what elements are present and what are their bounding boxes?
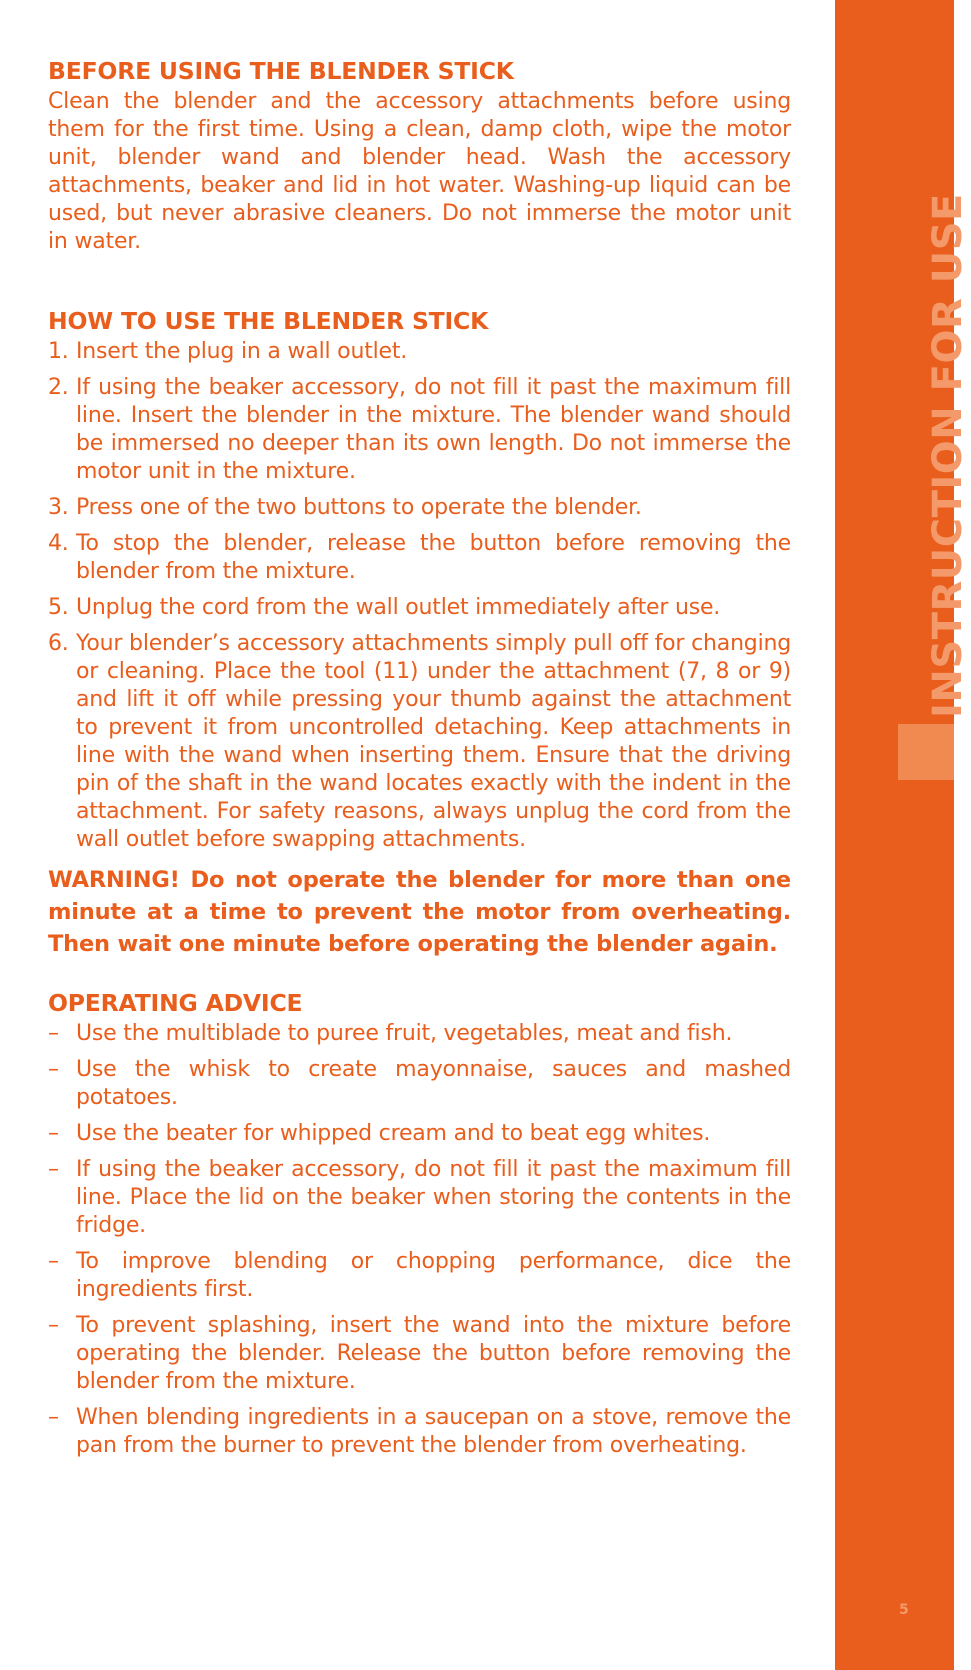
advice-text: To improve blending or chopping performance, dice the ingredients first. [76,1249,791,1302]
list-item [48,1248,791,1304]
list-item [48,1056,791,1112]
section-heading-before-using: BEFORE USING THE BLENDER STICK [48,57,514,85]
step-text: Unplug the cord from the wall outlet immediately after use. [76,595,721,620]
list-item [48,1156,791,1240]
advice-text: Use the multiblade to puree fruit, vegetables, meat and fish. [76,1021,733,1046]
chapter-tab-marker [898,724,954,780]
step-number: 4. [48,531,69,556]
list-item [48,1404,791,1460]
list-item [48,1020,791,1048]
step-number: 1. [48,339,69,364]
dash-bullet: – [48,1313,59,1338]
how-to-use-steps [48,338,791,854]
dash-bullet: – [48,1021,59,1046]
main-content [48,56,791,1468]
section-heading-operating-advice: OPERATING ADVICE [48,989,303,1017]
dash-bullet: – [48,1057,59,1082]
step-text: If using the beaker accessory, do not fill it past the maximum fill line. Insert the blender in the mixture. The blender wand should be immersed no deeper than its own length. Do not immerse the motor unit in the mixture. [76,375,791,484]
chapter-title: INSTRUCTION FOR USE [925,193,971,718]
before-using-paragraph: Clean the blender and the accessory attachments before using them for the first time. Using a clean, damp cloth, wipe the motor unit, blender wand and blender head. Wash the accessory attachments, beaker and lid in hot water. Washing-up liquid can be used, but never abrasive cleaners. Do not immerse the motor unit in water. [48,89,791,254]
dash-bullet: – [48,1405,59,1430]
step-text: Insert the plug in a wall outlet. [76,339,408,364]
dash-bullet: – [48,1157,59,1182]
dash-bullet: – [48,1121,59,1146]
advice-text: If using the beaker accessory, do not fill it past the maximum fill line. Place the lid on the beaker when storing the contents in the fridge. [76,1157,791,1238]
advice-text: Use the whisk to create mayonnaise, sauces and mashed potatoes. [76,1057,791,1110]
step-number: 6. [48,631,69,656]
chapter-sidebar [835,0,971,1670]
advice-text: To prevent splashing, insert the wand into the mixture before operating the blender. Release the button before removing the blender from the mixture. [76,1313,791,1394]
list-item [48,494,791,522]
section-heading-how-to-use: HOW TO USE THE BLENDER STICK [48,307,489,335]
step-number: 3. [48,495,69,520]
page-number: 5 [899,1602,909,1618]
list-item [48,1312,791,1396]
step-text: Your blender’s accessory attachments simply pull off for changing or cleaning. Place the tool (11) under the attachment (7, 8 or 9) and lift it off while pressing your thumb against the attachment to prevent it from uncontrolled detaching. Keep attachments in line with the wand when inserting them. Ensure that the driving pin of the shaft in the wand locates exactly with the indent in the attachment. For safety reasons, always unplug the cord from the wall outlet before swapping attachments. [76,631,791,852]
step-number: 5. [48,595,69,620]
list-item [48,594,791,622]
step-text: To stop the blender, release the button before removing the blender from the mixture. [76,531,791,584]
overheating-warning: WARNING! Do not operate the blender for more than one minute at a time to prevent the motor from overheating. Then wait one minute before operating the blender again. [48,867,791,957]
list-item [48,530,791,586]
advice-text: Use the beater for whipped cream and to beat egg whites. [76,1121,711,1146]
list-item [48,630,791,854]
list-item [48,338,791,366]
step-text: Press one of the two buttons to operate the blender. [76,495,642,520]
step-number: 2. [48,375,69,400]
operating-advice-list [48,1020,791,1460]
list-item [48,1120,791,1148]
dash-bullet: – [48,1249,59,1274]
advice-text: When blending ingredients in a saucepan on a stove, remove the pan from the burner to prevent the blender from overheating. [76,1405,791,1458]
list-item [48,374,791,486]
